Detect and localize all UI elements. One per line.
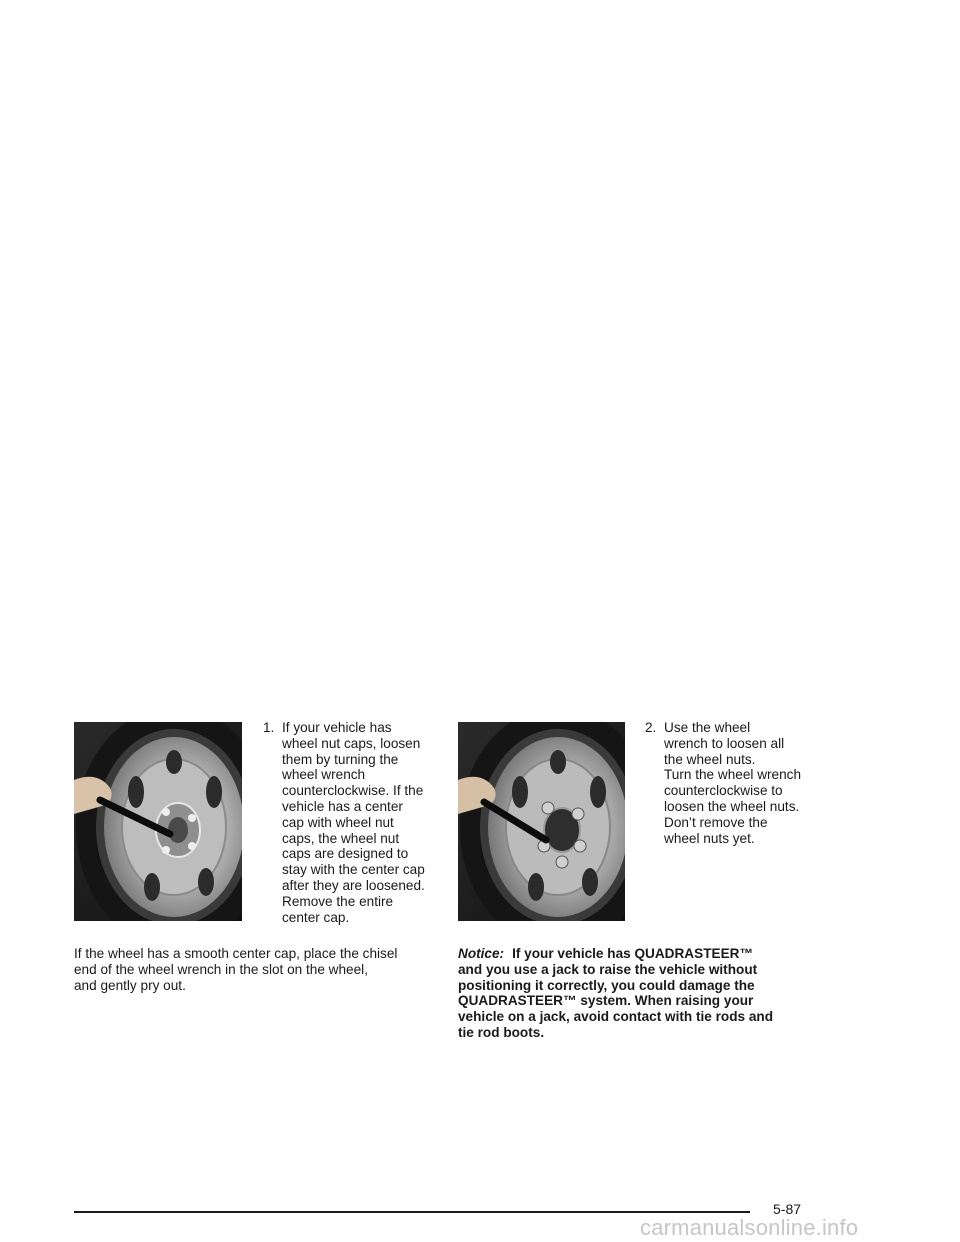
wheel-nut-loosening-photo	[458, 722, 625, 921]
notice-paragraph	[458, 946, 818, 1041]
wheel-nut-cap-photo	[74, 722, 242, 921]
step-2	[645, 720, 825, 846]
wheel-illustration-1	[74, 722, 242, 921]
step-1-number: 1.	[263, 720, 275, 735]
step-2-number: 2.	[645, 720, 657, 735]
page-number: 5-87	[773, 1201, 802, 1217]
wheel-illustration-2	[458, 722, 625, 921]
step-1	[263, 720, 443, 925]
step-1-text: If your vehicle has wheel nut caps, loosen them by turning the wheel wrench counterclockwise. If the vehicle has a center cap with wheel nut caps, the wheel nut caps are designed to stay with the center cap after they are loosened. Remove the entire center cap.	[282, 720, 425, 925]
step-2-text: Use the wheel wrench to loosen all the wheel nuts. Turn the wheel wrench counterclockwise to loosen the wheel nuts. Don’t remove the wheel nuts yet.	[664, 720, 802, 846]
footer-rule	[74, 1211, 750, 1213]
watermark: carmanualsonline.info	[640, 1215, 859, 1240]
notice-text: If your vehicle has QUADRASTEER™ and you use a jack to raise the vehicle without positioning it correctly, you could damage the QUADRASTEER™ system. When raising your vehicle on a jack, avoid contact with tie rods and tie rod boots.	[458, 946, 774, 1040]
smooth-center-cap-paragraph: If the wheel has a smooth center cap, place the chisel end of the wheel wrench in the slot on the wheel, and gently pry out.	[74, 946, 398, 993]
notice-label: Notice:	[458, 946, 505, 961]
